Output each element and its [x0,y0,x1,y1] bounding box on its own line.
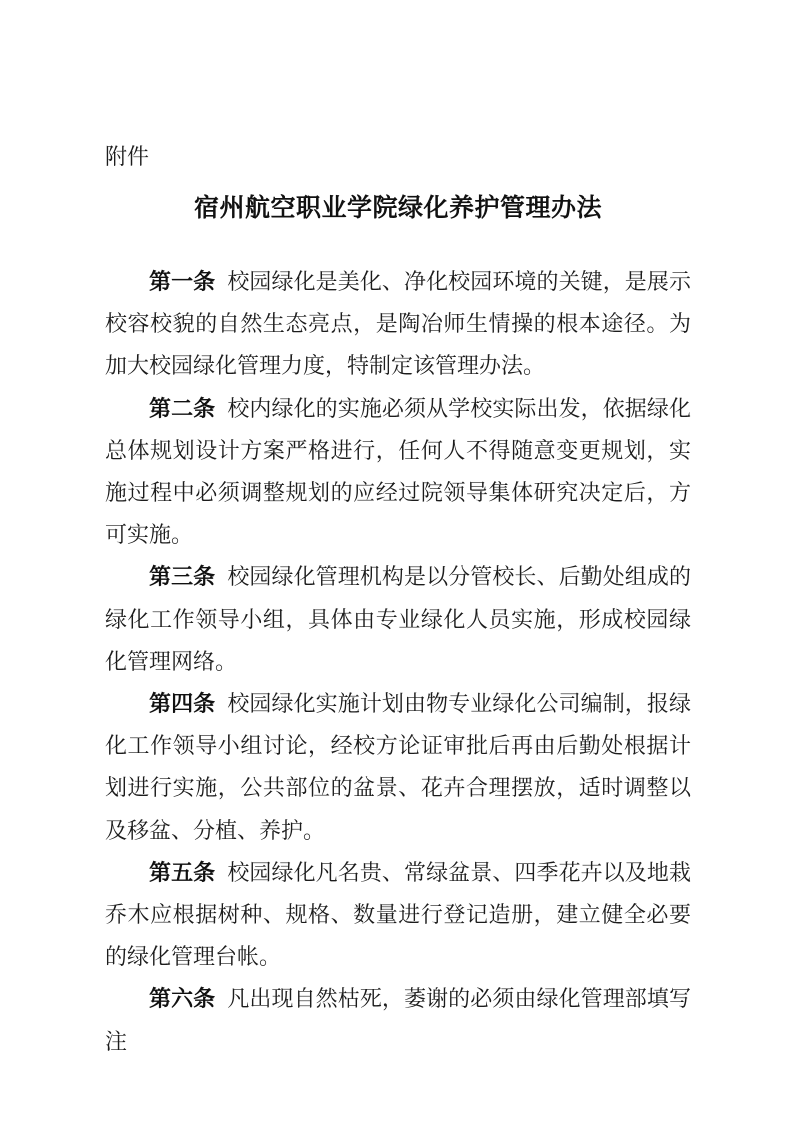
article-paragraph-6 [105,978,691,1062]
article-number-6: 第六条 [149,986,216,1012]
articles [105,261,691,1063]
article-paragraph-5 [105,852,691,979]
article-number-1: 第一条 [149,269,216,294]
article-number-3: 第三条 [149,564,216,590]
article-paragraph-4 [105,683,691,852]
article-number-2: 第二条 [149,395,216,421]
article-text-2: 校内绿化的实施必须从学校实际出发，依据绿化总体规划设计方案严格进行，任何人不得随意变更规划，实施过程中必须调整规划的应经过院领导集体研究决定后，方可实施。 [105,395,691,548]
article-number-4: 第四条 [149,691,216,717]
document-title: 宿州航空职业学院绿化养护管理办法 [193,194,602,222]
article-text-1: 校园绿化是美化、净化校园环境的关键，是展示校容校貌的自然生态亮点，是陶冶师生情操的根本途径。为加大校园绿化管理力度，特制定该管理办法。 [105,269,691,379]
article-text-3: 校园绿化管理机构是以分管校长、后勤处组成的绿化工作领导小组，具体由专业绿化人员实施，形成校园绿化管理网络。 [105,564,691,674]
article-paragraph-2 [105,388,691,557]
article-text-5: 校园绿化凡名贵、常绿盆景、四季花卉以及地栽乔木应根据树种、规格、数量进行登记造册，建立健全必要的绿化管理台帐。 [105,859,691,970]
article-text-4: 校园绿化实施计划由物专业绿化公司编制，报绿化工作领导小组讨论，经校方论证审批后再由后勤处根据计划进行实施，公共部位的盆景、花卉合理摆放，适时调整以及移盆、分植、养护。 [105,691,691,843]
article-number-5: 第五条 [149,859,216,885]
article-paragraph-1 [105,261,691,388]
article-paragraph-3 [105,556,691,683]
attachment-label: 附件 [105,144,150,169]
article-text-6: 凡出现自然枯死，萎谢的必须由绿化管理部填写注 [105,986,691,1054]
